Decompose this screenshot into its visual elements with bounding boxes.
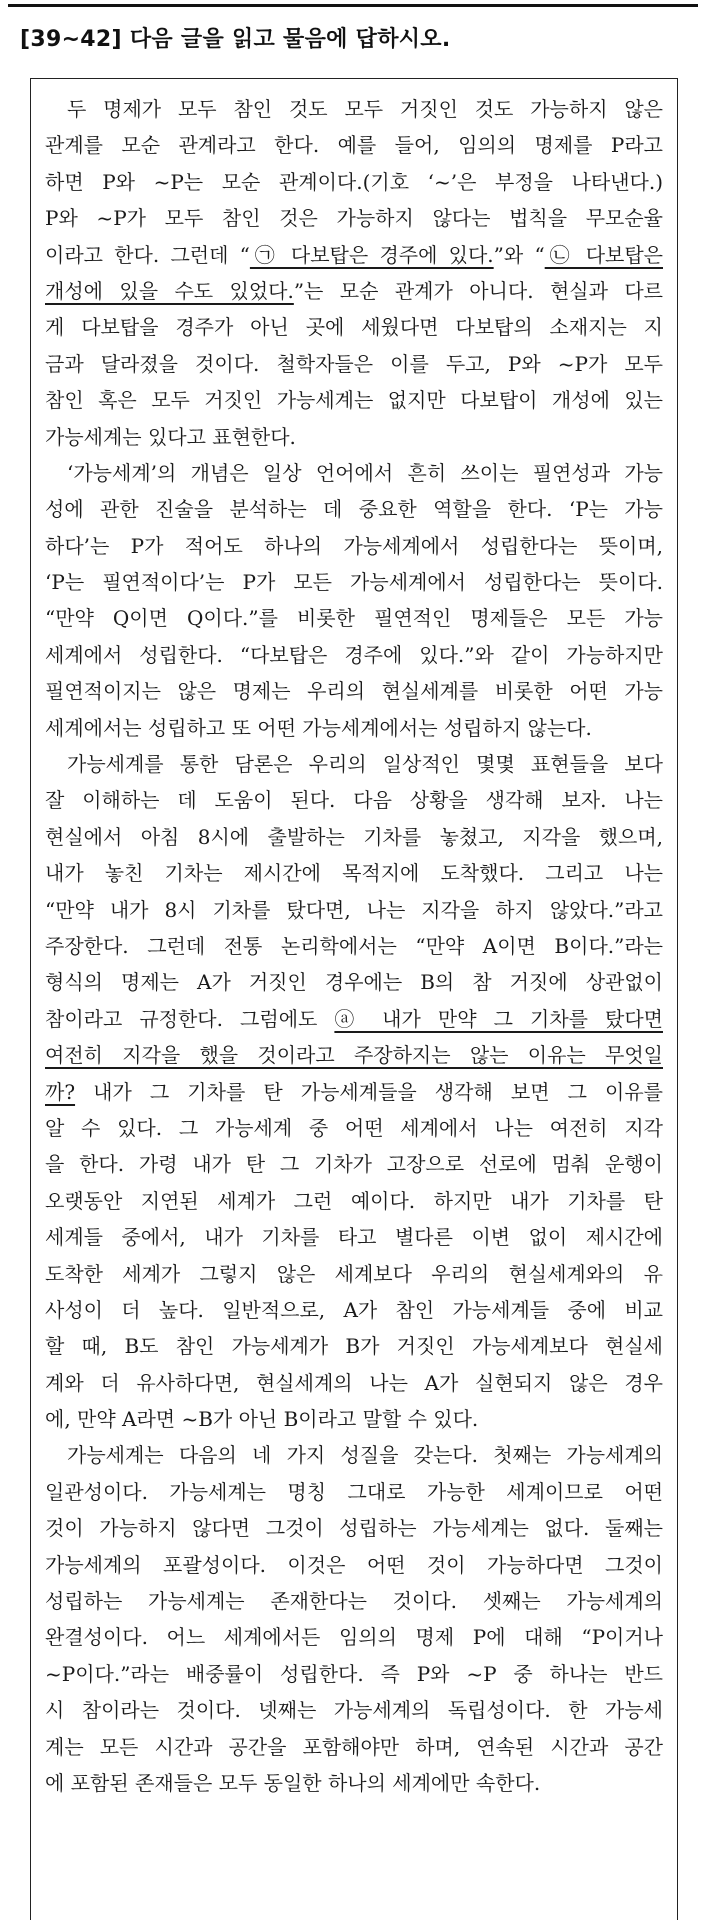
- passage-line: [45, 964, 663, 1000]
- text-segment: 가능세계의 포괄성이다. 이것은 어떤 것이 가능하다면 그것이: [45, 1552, 663, 1577]
- text-segment: 잘 이해하는 데 도움이 된다. 다음 상황을 생각해 보자. 나는: [45, 788, 663, 813]
- passage-line: [45, 1219, 663, 1255]
- underlined-text: ⓐ 내가 만약 그 기차를 탔다면: [334, 1006, 663, 1031]
- text-segment: 오랫동안 지연된 세계가 그런 예이다. 하지만 내가 기차를 탄: [45, 1188, 663, 1213]
- passage-line: [45, 309, 663, 345]
- passage-line: [45, 1729, 663, 1765]
- passage-line: [45, 819, 663, 855]
- text-segment: “만약 내가 8시 기차를 탔다면, 나는 지각을 하지 않았다.”라고: [45, 897, 663, 922]
- question-header: [39~42] 다음 글을 읽고 물음에 답하시오.: [20, 27, 451, 52]
- passage-line: [45, 273, 663, 309]
- text-segment: 완결성이다. 어느 세계에서든 임의의 명제 P에 대해 “P이거나: [45, 1625, 663, 1650]
- passage-line: [45, 164, 663, 200]
- passage-line: [45, 1001, 663, 1037]
- underlined-text: 개성에 있을 수도 있었다.: [45, 278, 294, 303]
- text-segment: 필연적이지는 않은 명제는 우리의 현실세계를 비롯한 어떤 가능: [45, 679, 663, 704]
- passage-line: [45, 1437, 663, 1473]
- text-segment: 성립하는 가능세계는 존재한다는 것이다. 셋째는 가능세계의: [45, 1589, 663, 1614]
- passage-line: [45, 710, 663, 746]
- text-segment: 것이 가능하지 않다면 그것이 성립하는 가능세계는 없다. 둘째는: [45, 1516, 663, 1541]
- passage-line: [45, 237, 663, 273]
- text-segment: 세계에서 성립한다. “다보탑은 경주에 있다.”와 같이 가능하지만: [45, 642, 663, 667]
- text-segment: 이라고 한다. 그런데 “: [45, 242, 250, 267]
- text-segment: 가능세계는 다음의 네 가지 성질을 갖는다. 첫째는 가능세계의: [67, 1443, 663, 1468]
- text-segment: ‘P는 필연적이다’는 P가 모든 가능세계에서 성립한다는 뜻이다.: [45, 570, 663, 595]
- passage-line: [45, 1510, 663, 1546]
- passage-line: [45, 892, 663, 928]
- text-segment: 주장한다. 그런데 전통 논리학에서는 “만약 A이면 B이다.”라는: [45, 933, 663, 958]
- passage-line: [45, 1401, 663, 1437]
- text-segment: 할 때, B도 참인 가능세계가 B가 거짓인 가능세계보다 현실세: [45, 1334, 663, 1359]
- passage-line: [45, 1583, 663, 1619]
- passage-line: [45, 746, 663, 782]
- text-segment: 현실에서 아침 8시에 출발하는 기차를 놓쳤고, 지각을 했으며,: [45, 824, 663, 849]
- underlined-text: 까?: [45, 1079, 76, 1104]
- text-segment: ‘가능세계’의 개념은 일상 언어에서 흔히 쓰이는 필연성과 가능: [67, 460, 663, 485]
- passage-line: [45, 782, 663, 818]
- passage-line: [45, 382, 663, 418]
- text-segment: 세계들 중에서, 내가 기차를 타고 별다른 이변 없이 제시간에: [45, 1225, 663, 1250]
- passage-line: [45, 928, 663, 964]
- text-segment: ”는 모순 관계가 아니다. 현실과 다르: [293, 278, 663, 303]
- passage-line: [45, 1619, 663, 1655]
- text-segment: 세계에서는 성립하고 또 어떤 가능세계에서는 성립하지 않는다.: [45, 715, 592, 740]
- passage-line: [45, 1765, 663, 1801]
- passage-line: [45, 491, 663, 527]
- passage-line: [45, 1110, 663, 1146]
- passage-box: [30, 78, 678, 1920]
- text-segment: 에, 만약 A라면 ~B가 아닌 B이라고 말할 수 있다.: [45, 1407, 479, 1432]
- underlined-text: ㉡ 다보탑은: [544, 242, 663, 267]
- text-segment: 시 참이라는 것이다. 넷째는 가능세계의 독립성이다. 한 가능세: [45, 1698, 663, 1723]
- passage-line: [45, 1037, 663, 1073]
- text-segment: 에 포함된 존재들은 모두 동일한 하나의 세계에만 속한다.: [45, 1770, 541, 1795]
- text-segment: 내가 놓친 기차는 제시간에 목적지에 도착했다. 그리고 나는: [45, 861, 663, 886]
- text-segment: 계는 모든 시간과 공간을 포함해야만 하며, 연속된 시간과 공간: [45, 1734, 663, 1759]
- passage-line: [45, 1474, 663, 1510]
- text-segment: 가능세계는 있다고 표현한다.: [45, 424, 296, 449]
- text-segment: 금과 달라졌을 것이다. 철학자들은 이를 두고, P와 ~P가 모두: [45, 351, 663, 376]
- text-segment: “만약 Q이면 Q이다.”를 비롯한 필연적인 명제들은 모든 가능: [45, 606, 663, 631]
- passage-line: [45, 346, 663, 382]
- text-segment: 두 명제가 모두 참인 것도 모두 거짓인 것도 가능하지 않은: [67, 97, 663, 121]
- text-segment: 내가 그 기차를 탄 가능세계들을 생각해 보면 그 이유를: [75, 1079, 663, 1104]
- underlined-text: 여전히 지각을 했을 것이라고 주장하지는 않는 이유는 무엇일: [45, 1043, 663, 1068]
- passage-line: [45, 1692, 663, 1728]
- passage-line: [45, 855, 663, 891]
- text-segment: 알 수 있다. 그 가능세계 중 어떤 세계에서 나는 여전히 지각: [45, 1115, 663, 1140]
- text-segment: 계와 더 유사하다면, 현실세계의 나는 A가 실현되지 않은 경우: [45, 1370, 663, 1395]
- passage-line: [45, 91, 663, 127]
- text-segment: 일관성이다. 가능세계는 명칭 그대로 가능한 세계이므로 어떤: [45, 1479, 663, 1504]
- passage-line: [45, 673, 663, 709]
- passage-line: [45, 1328, 663, 1364]
- passage-line: [45, 528, 663, 564]
- text-segment: 성에 관한 진술을 분석하는 데 중요한 역할을 한다. ‘P는 가능: [45, 497, 663, 522]
- passage-line: [45, 1365, 663, 1401]
- underlined-text: ㉠ 다보탑은 경주에 있다.: [249, 242, 494, 267]
- passage-line: [45, 455, 663, 491]
- text-segment: 참인 혹은 모두 거짓인 가능세계는 없지만 다보탑이 개성에 있는: [45, 388, 663, 413]
- passage-line: [45, 637, 663, 673]
- text-segment: 참이라고 규정한다. 그럼에도: [45, 1006, 335, 1031]
- text-segment: 을 한다. 가령 내가 탄 그 기차가 고장으로 선로에 멈춰 운행이: [45, 1152, 663, 1177]
- text-segment: 관계를 모순 관계라고 한다. 예를 들어, 임의의 명제를 P라고: [45, 133, 663, 158]
- text-segment: ”와 “: [493, 242, 545, 267]
- passage-line: [45, 1256, 663, 1292]
- passage-line: [45, 1074, 663, 1110]
- text-segment: ~P이다.”라는 배중률이 성립한다. 즉 P와 ~P 중 하나는 반드: [45, 1661, 663, 1686]
- top-rule: [8, 4, 698, 7]
- passage-line: [45, 200, 663, 236]
- text-segment: 가능세계를 통한 담론은 우리의 일상적인 몇몇 표현들을 보다: [67, 752, 663, 777]
- passage-line: [45, 127, 663, 163]
- text-segment: 하면 P와 ~P는 모순 관계이다.(기호 ‘~’은 부정을 나타낸다.): [45, 169, 663, 194]
- passage-line: [45, 1146, 663, 1182]
- text-segment: 게 다보탑을 경주가 아닌 곳에 세웠다면 다보탑의 소재지는 지: [45, 315, 663, 340]
- passage-line: [45, 419, 663, 455]
- text-segment: 형식의 명제는 A가 거짓인 경우에는 B의 참 거짓에 상관없이: [45, 970, 663, 995]
- passage-line: [45, 1183, 663, 1219]
- text-segment: 하다’는 P가 적어도 하나의 가능세계에서 성립한다는 뜻이며,: [45, 533, 663, 558]
- text-segment: 사성이 더 높다. 일반적으로, A가 참인 가능세계들 중에 비교: [45, 1297, 663, 1322]
- passage-line: [45, 1292, 663, 1328]
- passage-line: [45, 1547, 663, 1583]
- text-segment: P와 ~P가 모두 참인 것은 가능하지 않다는 법칙을 무모순율: [45, 206, 663, 231]
- passage-line: [45, 1656, 663, 1692]
- passage-line: [45, 600, 663, 636]
- text-segment: 도착한 세계가 그렇지 않은 세계보다 우리의 현실세계와의 유: [45, 1261, 663, 1286]
- passage-line: [45, 564, 663, 600]
